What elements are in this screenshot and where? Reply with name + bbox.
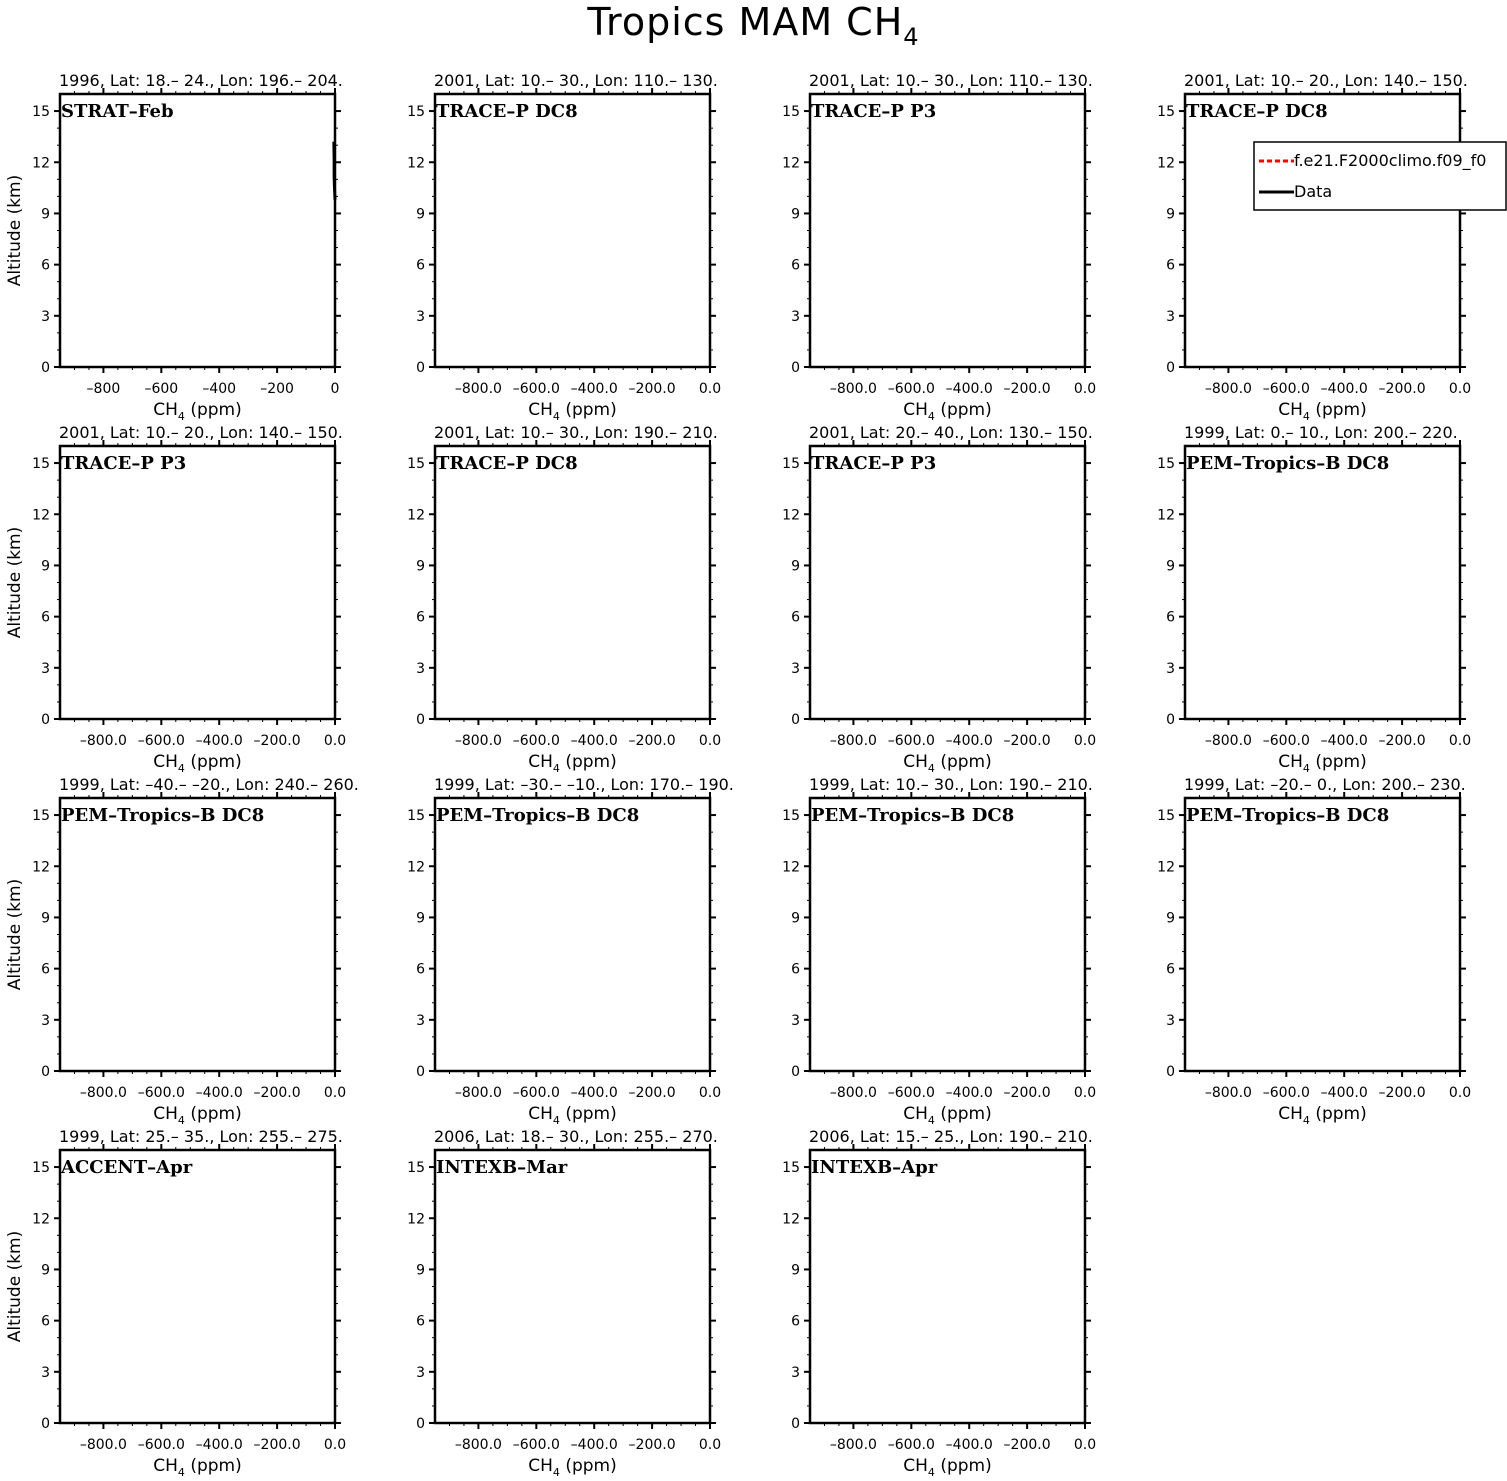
y-axis-label: Altitude (km) [5, 878, 25, 991]
x-tick-label: –800.0 [1204, 733, 1252, 749]
x-tick-label: –600.0 [1262, 1085, 1310, 1101]
y-tick-label: 3 [1166, 308, 1175, 325]
x-tick-label: 0.0 [1073, 381, 1097, 397]
x-tick-label: –600.0 [887, 733, 935, 749]
campaign-label: TRACE–P P3 [811, 453, 937, 474]
x-tick-label: –600.0 [1262, 381, 1310, 397]
legend [1254, 142, 1506, 210]
y-tick-label: 6 [791, 961, 800, 978]
x-tick-label: –400.0 [1320, 733, 1368, 749]
y-tick-label: 15 [407, 808, 425, 825]
y-tick-label: 12 [1157, 859, 1175, 876]
y-tick-label: 0 [416, 360, 425, 376]
y-tick-label: 0 [791, 712, 800, 728]
y-tick-label: 12 [407, 859, 425, 876]
y-tick-label: 12 [407, 1211, 425, 1228]
campaign-label: TRACE–P DC8 [436, 101, 578, 122]
x-tick-label: –800.0 [1204, 1085, 1252, 1101]
x-axis-label: $CH_4$ (ppm) [153, 752, 242, 775]
y-tick-label: 0 [1166, 712, 1175, 728]
x-tick-label: –200.0 [628, 381, 676, 397]
plot-frame [1185, 798, 1460, 1071]
x-tick-label: –400 [202, 381, 237, 397]
x-tick-label: –800 [86, 381, 121, 397]
y-tick-label: 12 [32, 155, 50, 172]
y-tick-label: 3 [41, 660, 50, 677]
x-tick-label: –400.0 [570, 1085, 618, 1101]
y-tick-label: 0 [1166, 360, 1175, 376]
x-tick-label: –400.0 [570, 381, 618, 397]
panel-subtitle: 2001, Lat: 10.– 30., Lon: 190.– 210. [434, 423, 718, 442]
y-tick-label: 12 [1157, 507, 1175, 524]
y-tick-label: 3 [791, 1364, 800, 1381]
x-tick-label: –800.0 [79, 733, 127, 749]
x-tick-label: –200.0 [1378, 733, 1426, 749]
chart-panel [782, 71, 1096, 423]
y-tick-label: 6 [791, 609, 800, 626]
x-axis-label: $CH_4$ (ppm) [153, 1104, 242, 1127]
x-tick-label: –400.0 [570, 1437, 618, 1453]
x-tick-label: –600.0 [887, 1085, 935, 1101]
x-tick-label: –400.0 [195, 733, 243, 749]
x-tick-label: –800.0 [454, 381, 502, 397]
y-tick-label: 9 [1166, 910, 1175, 927]
x-tick-label: –600.0 [137, 1085, 185, 1101]
chart-panel [407, 71, 721, 423]
x-axis-label: $CH_4$ (ppm) [153, 400, 242, 423]
y-tick-label: 9 [41, 1262, 50, 1279]
plot-frame [60, 798, 335, 1071]
panel-subtitle: 2001, Lat: 10.– 20., Lon: 140.– 150. [59, 423, 343, 442]
campaign-label: TRACE–P P3 [811, 101, 937, 122]
x-tick-label: –600.0 [512, 1085, 560, 1101]
x-tick-label: –600.0 [1262, 733, 1310, 749]
y-tick-label: 15 [32, 1160, 50, 1177]
panel-subtitle: 2001, Lat: 10.– 30., Lon: 110.– 130. [434, 71, 718, 90]
plot-frame [810, 446, 1085, 719]
y-tick-label: 9 [41, 558, 50, 575]
y-tick-label: 9 [41, 910, 50, 927]
chart-panel [407, 775, 734, 1127]
plot-frame [1185, 94, 1460, 367]
y-tick-label: 15 [782, 808, 800, 825]
x-tick-label: –800.0 [79, 1437, 127, 1453]
y-tick-label: 9 [41, 206, 50, 223]
x-tick-label: –600.0 [887, 381, 935, 397]
x-tick-label: 0.0 [323, 733, 347, 749]
x-tick-label: 0.0 [1448, 1085, 1472, 1101]
y-tick-label: 3 [791, 1012, 800, 1029]
x-axis-label: $CH_4$ (ppm) [153, 1456, 242, 1479]
y-tick-label: 9 [416, 206, 425, 223]
y-tick-label: 0 [41, 712, 50, 728]
plot-frame [60, 94, 335, 367]
y-tick-label: 12 [1157, 155, 1175, 172]
y-tick-label: 3 [1166, 1012, 1175, 1029]
plot-frame [60, 1150, 335, 1423]
y-tick-label: 9 [791, 558, 800, 575]
y-axis-label: Altitude (km) [5, 1230, 25, 1343]
y-tick-label: 3 [791, 660, 800, 677]
y-tick-label: 12 [782, 155, 800, 172]
x-tick-label: –400.0 [1320, 1085, 1368, 1101]
chart-panel [407, 1127, 721, 1479]
y-axis-label: Altitude (km) [5, 526, 25, 639]
legend-entry-label: f.e21.F2000climo.f09_f0 [1294, 151, 1487, 170]
y-tick-label: 6 [416, 1313, 425, 1330]
plot-frame [810, 1150, 1085, 1423]
x-tick-label: –800.0 [1204, 381, 1252, 397]
panel-subtitle: 1999, Lat: 10.– 30., Lon: 190.– 210. [809, 775, 1093, 794]
x-tick-label: –200.0 [1003, 1437, 1051, 1453]
x-tick-label: –600.0 [137, 733, 185, 749]
x-tick-label: –600.0 [512, 381, 560, 397]
campaign-label: TRACE–P P3 [61, 453, 187, 474]
y-tick-label: 12 [782, 507, 800, 524]
y-tick-label: 15 [1157, 808, 1175, 825]
legend-entry-label: Data [1294, 182, 1333, 201]
y-tick-label: 0 [416, 712, 425, 728]
y-tick-label: 15 [782, 1160, 800, 1177]
y-tick-label: 15 [32, 808, 50, 825]
x-tick-label: –200 [260, 381, 294, 397]
y-tick-label: 0 [416, 1416, 425, 1432]
chart-panel [5, 423, 346, 775]
x-axis-label: $CH_4$ (ppm) [1278, 1104, 1367, 1127]
x-tick-label: –600.0 [887, 1437, 935, 1453]
y-tick-label: 15 [1157, 456, 1175, 473]
y-tick-label: 6 [416, 257, 425, 274]
x-tick-label: 0.0 [1448, 733, 1472, 749]
panel-subtitle: 2006, Lat: 15.– 25., Lon: 190.– 210. [809, 1127, 1093, 1146]
x-axis-label: $CH_4$ (ppm) [903, 752, 992, 775]
y-tick-label: 9 [791, 910, 800, 927]
y-tick-label: 9 [1166, 558, 1175, 575]
y-tick-label: 12 [407, 155, 425, 172]
y-tick-label: 6 [1166, 257, 1175, 274]
campaign-label: TRACE–P DC8 [1186, 101, 1328, 122]
x-tick-label: –200.0 [1003, 1085, 1051, 1101]
x-tick-label: 0.0 [698, 1085, 722, 1101]
y-tick-label: 12 [782, 1211, 800, 1228]
y-tick-label: 0 [41, 1416, 50, 1432]
chart-panel [5, 1127, 346, 1479]
x-tick-label: –200.0 [253, 1437, 301, 1453]
campaign-label: INTEXB–Apr [811, 1157, 938, 1178]
y-tick-label: 9 [416, 558, 425, 575]
y-tick-label: 9 [791, 206, 800, 223]
y-tick-label: 3 [416, 1364, 425, 1381]
x-tick-label: 0.0 [698, 1437, 722, 1453]
x-tick-label: –200.0 [628, 1085, 676, 1101]
x-tick-label: –400.0 [945, 1437, 993, 1453]
y-tick-label: 9 [791, 1262, 800, 1279]
x-tick-label: –800.0 [829, 1437, 877, 1453]
y-tick-label: 6 [416, 961, 425, 978]
x-tick-label: –200.0 [628, 1437, 676, 1453]
chart-panel [782, 1127, 1096, 1479]
x-tick-label: 0.0 [698, 733, 722, 749]
chart-panel [782, 423, 1096, 775]
campaign-label: ACCENT–Apr [61, 1157, 193, 1178]
campaign-label: PEM–Tropics–B DC8 [61, 805, 265, 826]
x-tick-label: –400.0 [570, 733, 618, 749]
x-tick-label: –400.0 [195, 1085, 243, 1101]
plot-frame [810, 798, 1085, 1071]
x-tick-label: –400.0 [945, 1085, 993, 1101]
campaign-label: TRACE–P DC8 [436, 453, 578, 474]
y-tick-label: 6 [41, 609, 50, 626]
y-tick-label: 3 [791, 308, 800, 325]
panel-subtitle: 2001, Lat: 20.– 40., Lon: 130.– 150. [809, 423, 1093, 442]
x-tick-label: –200.0 [628, 733, 676, 749]
chart-panel [1157, 423, 1471, 775]
campaign-label: STRAT–Feb [61, 101, 174, 122]
panel-subtitle: 1999, Lat: –30.– –10., Lon: 170.– 190. [434, 775, 734, 794]
y-tick-label: 12 [32, 507, 50, 524]
x-tick-label: –800.0 [79, 1085, 127, 1101]
y-tick-label: 6 [41, 1313, 50, 1330]
x-tick-label: 0 [330, 381, 340, 397]
y-tick-label: 3 [41, 1364, 50, 1381]
x-tick-label: 0.0 [323, 1437, 347, 1453]
x-tick-label: 0.0 [698, 381, 722, 397]
y-tick-label: 6 [1166, 961, 1175, 978]
y-tick-label: 0 [41, 1064, 50, 1080]
plot-frame [1185, 446, 1460, 719]
figure-title-subscript: 4 [903, 23, 920, 51]
x-axis-label: $CH_4$ (ppm) [903, 1104, 992, 1127]
plot-frame [435, 94, 710, 367]
x-axis-label: $CH_4$ (ppm) [528, 400, 617, 423]
y-tick-label: 15 [407, 456, 425, 473]
x-tick-label: –400.0 [195, 1437, 243, 1453]
x-tick-label: –200.0 [1378, 381, 1426, 397]
y-tick-label: 3 [41, 308, 50, 325]
y-tick-label: 9 [1166, 206, 1175, 223]
campaign-label: PEM–Tropics–B DC8 [811, 805, 1015, 826]
x-tick-label: –800.0 [829, 381, 877, 397]
x-tick-label: –800.0 [454, 1437, 502, 1453]
x-tick-label: –400.0 [945, 733, 993, 749]
x-tick-label: –600.0 [512, 733, 560, 749]
y-tick-label: 0 [791, 360, 800, 376]
panel-subtitle: 1999, Lat: 0.– 10., Lon: 200.– 220. [1184, 423, 1458, 442]
plot-frame [435, 446, 710, 719]
y-tick-label: 6 [791, 257, 800, 274]
campaign-label: PEM–Tropics–B DC8 [1186, 453, 1390, 474]
x-tick-label: –200.0 [253, 1085, 301, 1101]
panel-subtitle: 1999, Lat: 25.– 35., Lon: 255.– 275. [59, 1127, 343, 1146]
x-tick-label: 0.0 [1073, 733, 1097, 749]
y-tick-label: 12 [32, 859, 50, 876]
y-axis-label: Altitude (km) [5, 174, 25, 287]
x-tick-label: –200.0 [1003, 733, 1051, 749]
campaign-label: INTEXB–Mar [436, 1157, 568, 1178]
chart-panel [782, 775, 1096, 1127]
panel-subtitle: 1999, Lat: –20.– 0., Lon: 200.– 230. [1184, 775, 1466, 794]
y-tick-label: 0 [416, 1064, 425, 1080]
figure-title-text: Tropics MAM CH [587, 0, 904, 44]
x-axis-label: $CH_4$ (ppm) [1278, 400, 1367, 423]
x-axis-label: $CH_4$ (ppm) [528, 752, 617, 775]
panel-subtitle: 2001, Lat: 10.– 20., Lon: 140.– 150. [1184, 71, 1468, 90]
y-tick-label: 6 [41, 961, 50, 978]
x-axis-label: $CH_4$ (ppm) [528, 1456, 617, 1479]
chart-panel [1157, 775, 1471, 1127]
x-tick-label: 0.0 [1448, 381, 1472, 397]
chart-panel [1157, 71, 1506, 423]
y-tick-label: 15 [782, 456, 800, 473]
y-tick-label: 6 [791, 1313, 800, 1330]
y-tick-label: 0 [41, 360, 50, 376]
panel-subtitle: 1996, Lat: 18.– 24., Lon: 196.– 204. [59, 71, 343, 90]
y-tick-label: 15 [407, 1160, 425, 1177]
x-tick-label: 0.0 [1073, 1437, 1097, 1453]
plot-frame [810, 94, 1085, 367]
x-tick-label: –600.0 [137, 1437, 185, 1453]
data-series-line [334, 142, 335, 200]
y-tick-label: 6 [1166, 609, 1175, 626]
y-tick-label: 0 [1166, 1064, 1175, 1080]
y-tick-label: 0 [791, 1064, 800, 1080]
x-tick-label: –800.0 [454, 733, 502, 749]
y-tick-label: 15 [32, 104, 50, 121]
panel-subtitle: 2006, Lat: 18.– 30., Lon: 255.– 270. [434, 1127, 718, 1146]
y-tick-label: 3 [416, 1012, 425, 1029]
y-tick-label: 6 [416, 609, 425, 626]
x-tick-label: –200.0 [1378, 1085, 1426, 1101]
plot-frame [435, 1150, 710, 1423]
y-tick-label: 12 [782, 859, 800, 876]
y-tick-label: 15 [1157, 104, 1175, 121]
x-axis-label: $CH_4$ (ppm) [528, 1104, 617, 1127]
y-tick-label: 15 [782, 104, 800, 121]
y-tick-label: 3 [416, 660, 425, 677]
chart-panel [5, 71, 343, 423]
y-tick-label: 12 [407, 507, 425, 524]
y-tick-label: 12 [32, 1211, 50, 1228]
chart-panel [407, 423, 721, 775]
y-tick-label: 6 [41, 257, 50, 274]
x-tick-label: –200.0 [253, 733, 301, 749]
y-tick-label: 0 [791, 1416, 800, 1432]
x-tick-label: –800.0 [829, 733, 877, 749]
x-tick-label: –600.0 [512, 1437, 560, 1453]
x-tick-label: –600 [144, 381, 179, 397]
x-tick-label: –800.0 [454, 1085, 502, 1101]
x-tick-label: –400.0 [945, 381, 993, 397]
y-tick-label: 15 [407, 104, 425, 121]
x-tick-label: –800.0 [829, 1085, 877, 1101]
plot-frame [435, 798, 710, 1071]
panel-subtitle: 2001, Lat: 10.– 30., Lon: 110.– 130. [809, 71, 1093, 90]
campaign-label: PEM–Tropics–B DC8 [1186, 805, 1390, 826]
panel-subtitle: 1999, Lat: –40.– –20., Lon: 240.– 260. [59, 775, 359, 794]
y-tick-label: 9 [416, 910, 425, 927]
y-tick-label: 3 [41, 1012, 50, 1029]
x-axis-label: $CH_4$ (ppm) [1278, 752, 1367, 775]
x-axis-label: $CH_4$ (ppm) [903, 400, 992, 423]
y-tick-label: 3 [416, 308, 425, 325]
y-tick-label: 9 [416, 1262, 425, 1279]
x-axis-label: $CH_4$ (ppm) [903, 1456, 992, 1479]
x-tick-label: 0.0 [323, 1085, 347, 1101]
plot-frame [60, 446, 335, 719]
x-tick-label: –200.0 [1003, 381, 1051, 397]
campaign-label: PEM–Tropics–B DC8 [436, 805, 640, 826]
x-tick-label: 0.0 [1073, 1085, 1097, 1101]
x-tick-label: –400.0 [1320, 381, 1368, 397]
y-tick-label: 15 [32, 456, 50, 473]
chart-panel [5, 775, 359, 1127]
y-tick-label: 3 [1166, 660, 1175, 677]
